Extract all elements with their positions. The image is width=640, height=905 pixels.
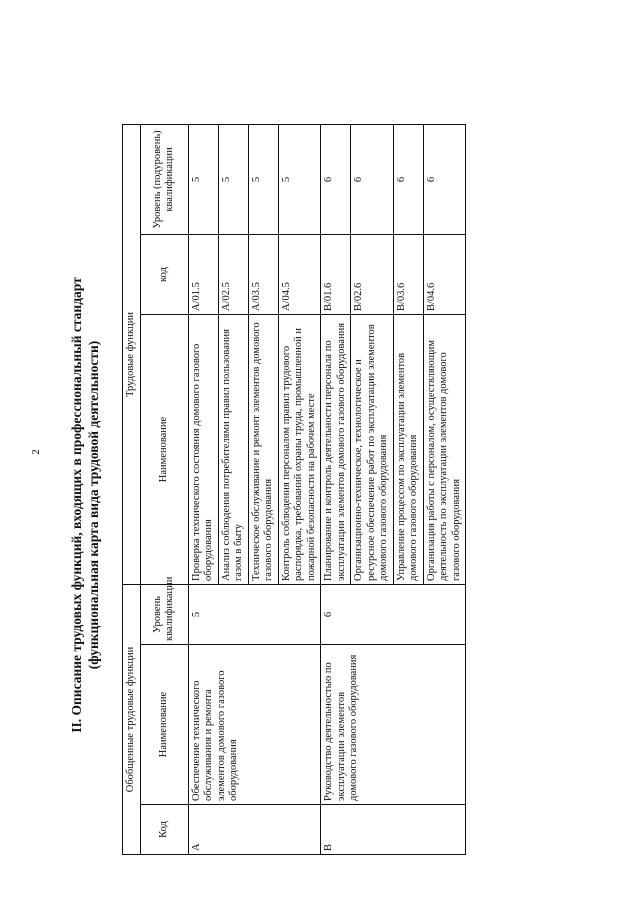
- group-level: 6: [321, 585, 466, 645]
- group-name: Обеспечение технического обслуживания и ремонта элементов домового газового оборудования: [188, 645, 321, 805]
- function-code: B/03.6: [393, 235, 423, 315]
- group-level: 5: [188, 585, 321, 645]
- function-code: B/01.6: [321, 235, 351, 315]
- section-title-line-2: (функциональная карта вида трудовой деятельности): [86, 340, 101, 670]
- header-function-name: Наименование: [140, 315, 188, 585]
- group-name: Руководство деятельностью по эксплуатации элементов домового газового оборудования: [321, 645, 466, 805]
- function-level: 6: [423, 124, 466, 234]
- function-name: Контроль соблюдения персоналом правил трудового распорядка, требований охраны труда, промышленной и пожарной безопасности на рабочем месте: [278, 315, 321, 585]
- function-name: Организация работы с персоналом, осуществляющим деятельность по эксплуатации элементов домового газового оборудования: [423, 315, 466, 585]
- group-code: А: [188, 805, 321, 855]
- function-code: A/04.5: [278, 235, 321, 315]
- group-code: B: [321, 805, 466, 855]
- function-code: A/01.5: [188, 235, 218, 315]
- page-number: 2: [30, 449, 42, 455]
- function-level: 6: [321, 124, 351, 234]
- function-code: B/04.6: [423, 235, 466, 315]
- function-level: 5: [218, 124, 248, 234]
- function-level: 5: [248, 124, 278, 234]
- function-name: Проверка технического состояния домового газового оборудования: [188, 315, 218, 585]
- function-level: 5: [188, 124, 218, 234]
- header-code: Код: [140, 805, 188, 855]
- function-code: A/03.5: [248, 235, 278, 315]
- table-row: [188, 124, 218, 854]
- function-name: Управление процессом по эксплуатации элементов домового газового оборудования: [393, 315, 423, 585]
- functional-map-table: [122, 124, 466, 855]
- function-name: Планирование и контроль деятельности персонала по эксплуатации элементов домового газового оборудования: [321, 315, 351, 585]
- function-name: Техническое обслуживание и ремонт элементов домового газового оборудования: [248, 315, 278, 585]
- function-level: 5: [278, 124, 321, 234]
- header-name: Наименование: [140, 645, 188, 805]
- header-function-code: код: [140, 235, 188, 315]
- section-title: [68, 105, 102, 905]
- function-name: Анализ соблюдения потребителями правил пользования газом в быту: [218, 315, 248, 585]
- function-code: B/02.6: [351, 235, 394, 315]
- function-level: 6: [393, 124, 423, 234]
- header-sublevel: Уровень (подуровень) квалификации: [140, 124, 188, 234]
- header-generalized-functions: Обобщенные трудовые функции: [123, 585, 141, 855]
- header-labor-functions: Трудовые функции: [123, 124, 141, 584]
- section-title-line-1: II. Описание трудовых функций, входящих в профессиональный стандарт: [69, 277, 84, 733]
- rotated-page-content: [0, 105, 540, 905]
- function-level: 6: [351, 124, 394, 234]
- header-qualification-level: Уровень квалификации: [140, 585, 188, 645]
- function-name: Организационно-техническое, технологическое и ресурсное обеспечение работ по эксплуатации элементов домового газового оборудования: [351, 315, 394, 585]
- table-row: [321, 124, 351, 854]
- function-code: A/02.5: [218, 235, 248, 315]
